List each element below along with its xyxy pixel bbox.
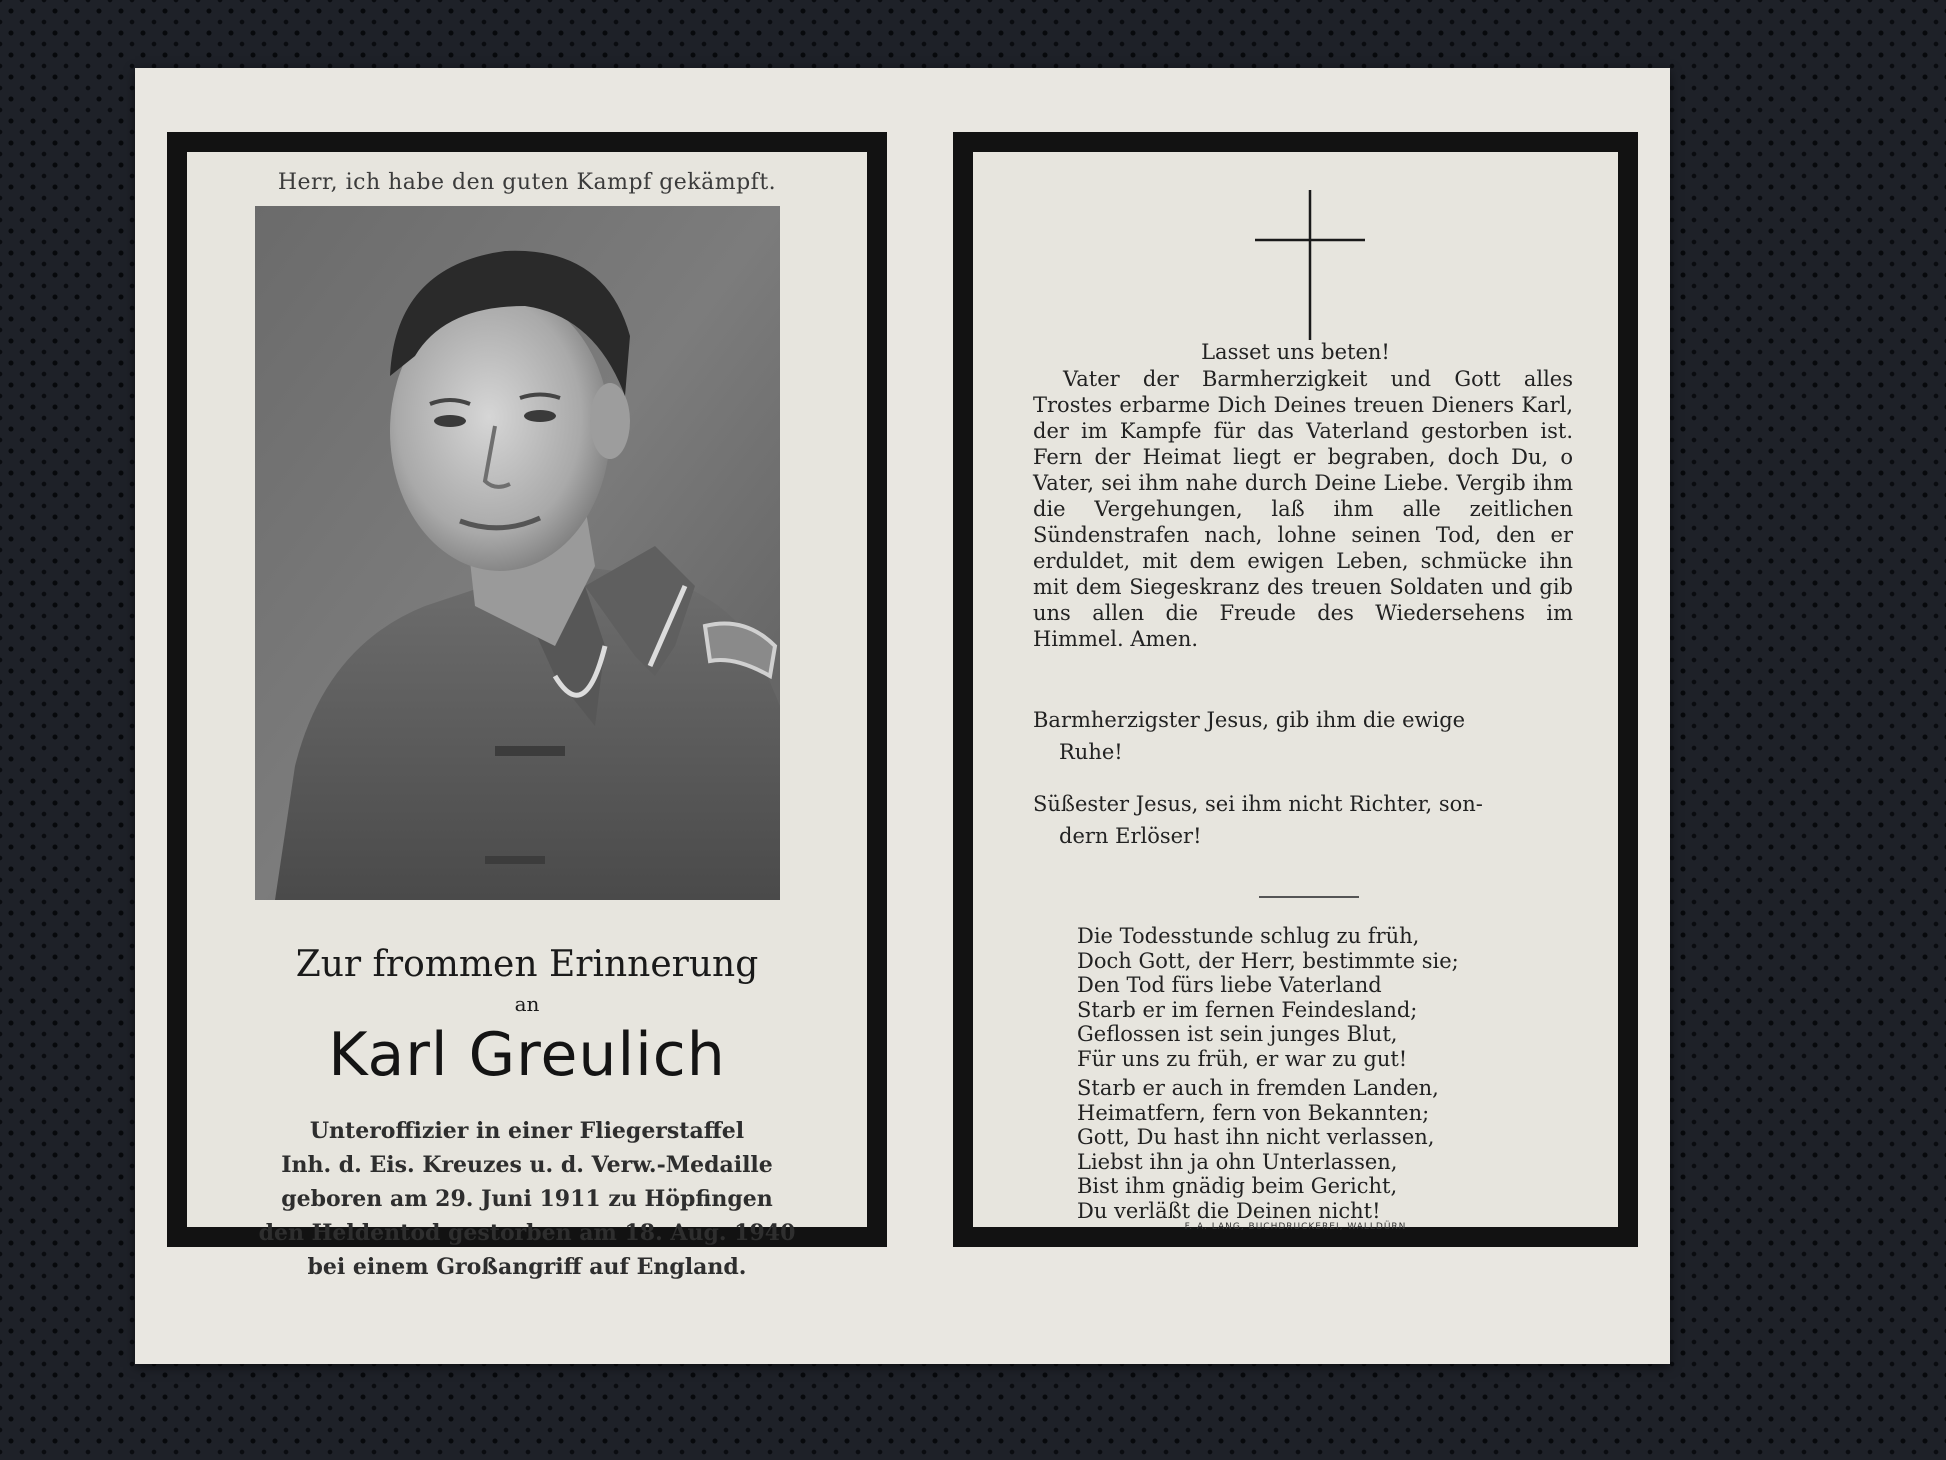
printer-imprint: F. A. LANG, BUCHDRUCKEREI, WALLDÜRN: [1184, 1222, 1407, 1232]
biography: [187, 1114, 867, 1284]
memorial-card: [135, 68, 1670, 1364]
verse-line: Gott, Du hast ihn nicht verlassen,: [1077, 1125, 1435, 1149]
latin-cross-icon: [1255, 190, 1365, 340]
invocation-redeemer: [1033, 788, 1573, 852]
right-panel: [953, 132, 1638, 1247]
invocation-line: dern Erlöser!: [1059, 824, 1202, 848]
invocation-line: Barmherzigster Jesus, gib ihm die ewige: [1033, 708, 1466, 732]
verse-line: Starb er im fernen Feindesland;: [1077, 997, 1418, 1022]
decoration-line: Inh. d. Eis. Kreuzes u. d. Verw.-Medaille: [281, 1152, 773, 1178]
rank-line: Unteroffizier in einer Fliegerstaffel: [309, 1118, 745, 1144]
verse-line: Doch Gott, der Herr, bestimmte sie;: [1077, 948, 1459, 973]
portrait-photo: [255, 206, 780, 900]
verse-line: Du verläßt die Deinen nicht!: [1077, 1198, 1381, 1223]
verse-stanza-2: [1077, 1076, 1439, 1223]
death-line: den Heldentod gestorben am 18. Aug. 1940: [258, 1220, 796, 1246]
motto: Herr, ich habe den guten Kampf gekämpft.: [277, 170, 777, 195]
verse-line: Den Tod fürs liebe Vaterland: [1077, 973, 1382, 997]
prayer-text: [1033, 366, 1573, 652]
deceased-name: Karl Greulich: [328, 1020, 726, 1090]
prayer-paragraph: Vater der Barmherzigkeit und Gott alles Trostes erbarme Dich Deines treuen Dieners Karl, der im Kampfe für das Vaterland gestorben ist. Fern der Heimat liegt er begraben, doch Du, o Vater, sei ihm nahe durch Deine Liebe. Vergib ihm die Vergehungen, laß ihm alle zeitlichen Sündenstrafen nach, lohne seinen Tod, den er erduldet, mit dem ewigen Leben, schmücke ihn mit dem Siegeskranz des treuen Soldaten und gib uns allen die Freude des Wiedersehens im Himmel. Amen.: [1033, 367, 1573, 651]
verse-line: Starb er auch in fremden Landen,: [1077, 1076, 1439, 1100]
verse-line: Die Todesstunde schlug zu früh,: [1077, 924, 1420, 948]
verse-line: Bist ihm gnädig beim Gericht,: [1077, 1174, 1398, 1198]
verse-line: Liebst ihn ja ohn Unterlassen,: [1077, 1149, 1398, 1174]
verse-line: Geflossen ist sein junges Blut,: [1077, 1022, 1398, 1046]
invocation-mercy: [1033, 704, 1573, 768]
memory-heading: Zur frommen Erinnerung: [295, 944, 759, 985]
divider: [1259, 896, 1359, 898]
prayer-title: Lasset uns beten!: [1201, 340, 1390, 364]
verse-line: Für uns zu früh, er war zu gut!: [1077, 1046, 1408, 1071]
circumstance-line: bei einem Großangriff auf England.: [307, 1254, 747, 1280]
verse-line: Heimatfern, fern von Bekannten;: [1077, 1100, 1430, 1125]
invocation-line: Süßester Jesus, sei ihm nicht Richter, son-: [1033, 792, 1483, 816]
birth-line: geboren am 29. Juni 1911 zu Höpfingen: [281, 1186, 773, 1212]
invocation-line: Ruhe!: [1059, 740, 1123, 764]
left-panel: [167, 132, 887, 1280]
an-text: an: [514, 992, 540, 1016]
verse-stanza-1: [1077, 924, 1459, 1071]
